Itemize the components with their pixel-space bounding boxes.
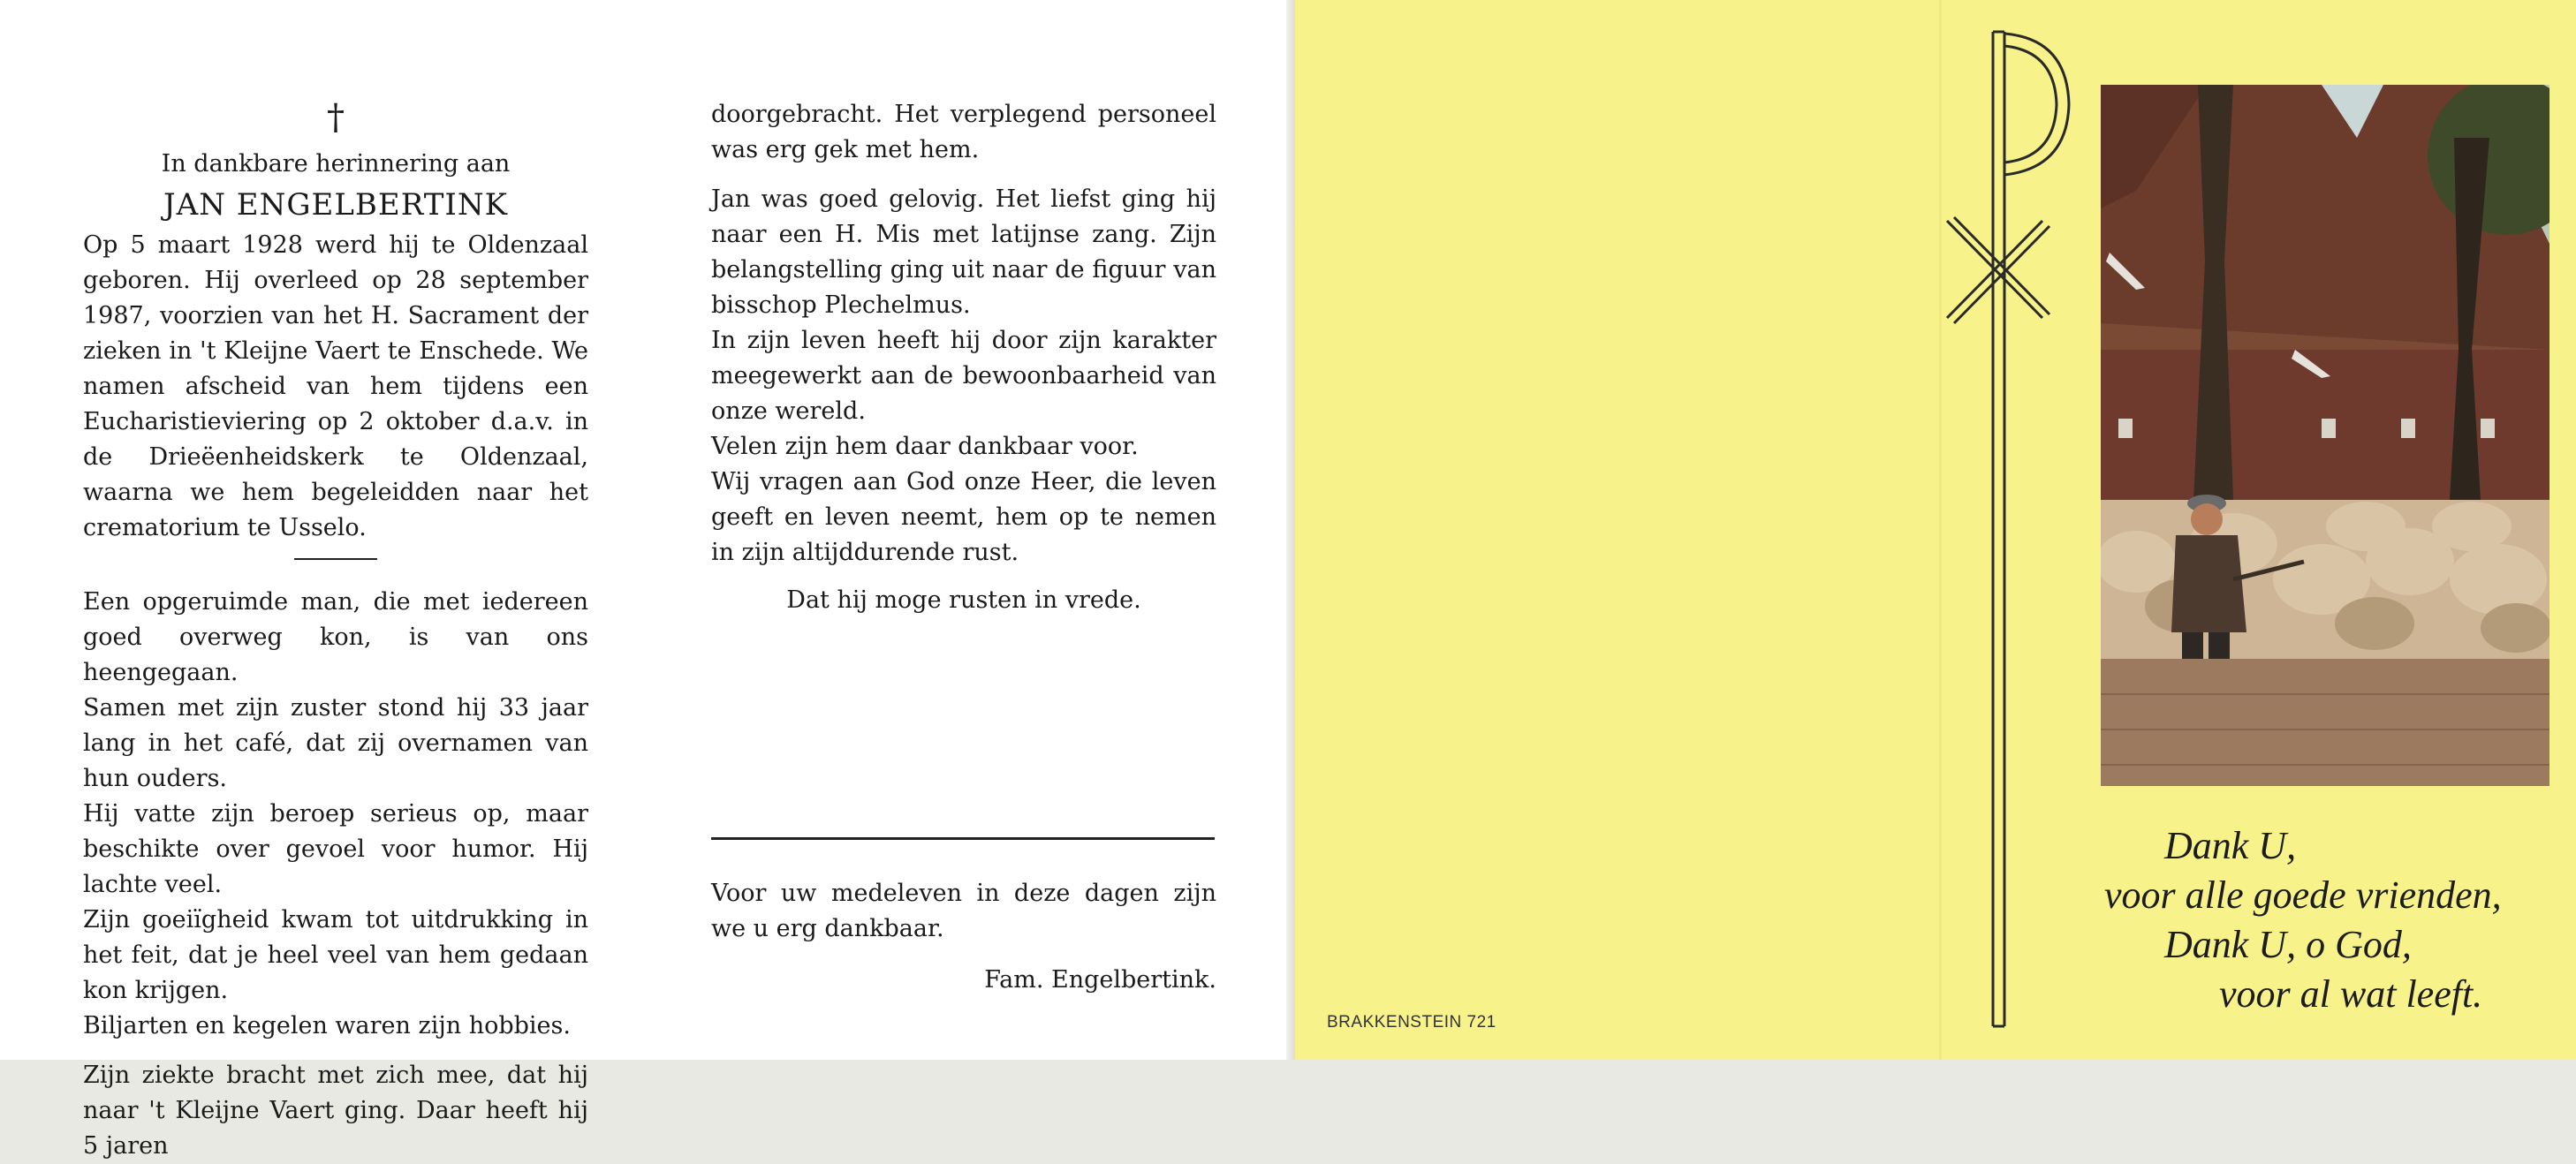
right-page — [711, 97, 1216, 618]
cross-icon: † — [327, 97, 345, 138]
text-paragraph: doorgebracht. Het verplegend personeel was erg gek met hem. — [711, 101, 1216, 163]
verse-line: voor al wat leeft. — [2219, 972, 2483, 1016]
rest-in-peace-line: Dat hij moge rusten in vrede. — [786, 586, 1141, 614]
text-paragraph: Zijn ziekte bracht met zich mee, dat hij naar 't Kleijne Vaert ging. Daar heeft hij 5 jaren — [83, 1062, 588, 1160]
chi-rho-icon — [1935, 26, 2076, 1042]
text-paragraph: Wij vragen aan God onze Heer, die leven geeft en leven neemt, hem op te nemen in zijn altijddurende rust. — [711, 468, 1216, 566]
text-paragraph: Velen zijn hem daar dankbaar voor. — [711, 433, 1139, 460]
text-paragraph: Jan was goed gelovig. Het liefst ging hij naar een H. Mis met latijnse zang. Zijn belangstelling ging uit naar de figuur van bisschop Plechelmus. — [711, 185, 1216, 319]
text-paragraph: Hij vatte zijn beroep serieus op, maar beschikte over gevoel voor humor. Hij lachte veel. — [83, 800, 588, 898]
printer-mark: BRAKKENSTEIN 721 — [1327, 1013, 1496, 1032]
verse-line: Dank U, — [2164, 824, 2297, 867]
shepherd-with-sheep-photo — [2101, 85, 2549, 786]
family-signature: Fam. Engelbertink. — [984, 966, 1216, 994]
verse-line: voor alle goede vrienden, — [2104, 873, 2502, 917]
text-paragraph: Samen met zijn zuster stond hij 33 jaar lang in het café, dat zij overnamen van hun ouders. — [83, 694, 588, 792]
thanks-text: Voor uw medeleven in deze dagen zijn we u erg dankbaar. — [711, 880, 1216, 942]
text-paragraph: Zijn goeiïgheid kwam tot uitdrukking in het feit, dat je heel veel van hem gedaan kon krijgen. — [83, 906, 588, 1004]
text-paragraph: In zijn leven heeft hij door zijn karakter meegewerkt aan de bewoonbaarheid van onze wereld. — [711, 327, 1216, 425]
text-paragraph: Een opgeruimde man, die met iedereen goed overweg kon, is van ons heengegaan. — [83, 588, 588, 686]
thanks-block — [711, 876, 1216, 998]
biography-paragraph: Op 5 maart 1928 werd hij te Oldenzaal geboren. Hij overleed op 28 september 1987, voorzien van het H. Sacrament der zieken in 't Kleijne Vaert te Enschede. We namen afscheid van hem tijdens een Eucharistieviering op 2 oktober d.a.v. in de Drieëenheidskerk te Oldenzaal, waarna we hem begeleidden naar het crematorium te Usselo. — [83, 231, 588, 541]
left-page — [83, 97, 588, 1164]
intro-line: In dankbare herinnering aan — [161, 150, 511, 178]
verse — [2094, 821, 2571, 1019]
deceased-name: JAN ENGELBERTINK — [163, 187, 508, 223]
divider-long — [711, 837, 1215, 840]
divider — [294, 558, 377, 560]
verse-line: Dank U, o God, — [2164, 923, 2412, 966]
text-paragraph: Biljarten en kegelen waren zijn hobbies. — [83, 1012, 571, 1039]
